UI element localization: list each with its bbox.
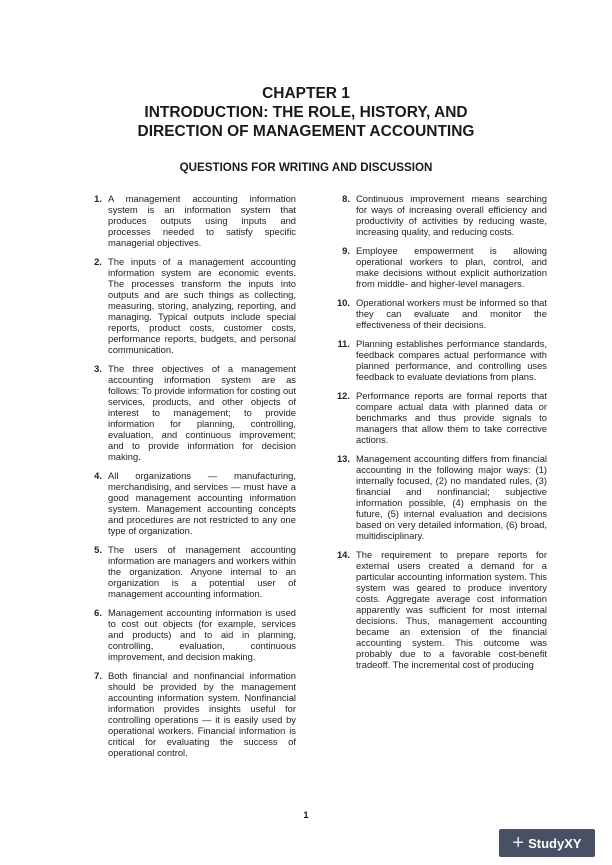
plus-icon: + xyxy=(512,832,525,854)
left-column xyxy=(82,193,296,758)
question-item xyxy=(82,193,296,248)
chapter-number: CHAPTER 1 xyxy=(262,85,350,102)
question-item xyxy=(330,390,547,445)
question-text: A management accounting information system is an information system that produces outputs using inputs and processes needed to satisfy specific managerial objectives. xyxy=(108,193,296,248)
question-text: The requirement to prepare reports for external users created a demand for a particular accounting information system. This system was geared to produce inventory costs. Aggregate average cost information apparently was sufficient for most internal decisions. Thus, management accounting became an extension of the financial accounting system. This outcome was probably due to a favorable cost-benefit tradeoff. The incremental cost of producing xyxy=(356,549,547,670)
question-item xyxy=(82,470,296,536)
question-text: Operational workers must be informed so that they can evaluate and monitor the effectiveness of their decisions. xyxy=(356,297,547,330)
question-number: 6. xyxy=(94,607,102,618)
question-item xyxy=(82,607,296,662)
question-item xyxy=(82,670,296,758)
question-text: Both financial and nonfinancial information should be provided by the management accounting information system. Nonfinancial information provides insights useful for controlling operations — it is easily used by operational workers. Financial information is critical for evaluating the success of operational control. xyxy=(108,670,296,758)
question-number: 13. xyxy=(336,453,350,464)
question-item xyxy=(82,363,296,462)
question-text: Employee empowerment is allowing operational workers to plan, control, and make decisions without explicit authorization from middle- and higher-level managers. xyxy=(356,245,547,289)
question-text: Planning establishes performance standards, feedback compares actual performance with planned performance, and controlling uses feedback to evaluate deviations from plans. xyxy=(356,338,547,382)
question-text: Continuous improvement means searching for ways of increasing overall efficiency and productivity of activities by reducing waste, increasing quality, and reducing costs. xyxy=(356,193,547,237)
chapter-title-line-1: INTRODUCTION: THE ROLE, HISTORY, AND xyxy=(144,104,468,121)
question-text: Management accounting information is used to cost out objects (for example, services and products) and to aid in planning, controlling, evaluation, continuous improvement, and decision making. xyxy=(108,607,296,662)
question-item xyxy=(330,245,547,289)
question-item xyxy=(330,297,547,330)
question-item xyxy=(82,544,296,599)
question-text: All organizations — manufacturing, merchandising, and services — must have a good management accounting information system. Management accounting concepts and procedures are not restricted to any one type of organization. xyxy=(108,470,296,536)
section-title: QUESTIONS FOR WRITING AND DISCUSSION xyxy=(179,161,433,174)
question-number: 1. xyxy=(94,193,102,204)
question-text: The three objectives of a management accounting information system are as follows: To provide information for costing out services, products, and other objects of interest to management; to provide information for planning, controlling, evaluation, and continuous improvement; and to provide information for decision making. xyxy=(108,363,296,462)
question-text: The inputs of a management accounting information system are economic events. The processes transform the inputs into outputs and are such things as collecting, measuring, storing, analyzing, reporting, and managing. Typical outputs include special reports, product costs, customer costs, performance reports, budgets, and personal communication. xyxy=(108,256,296,355)
chapter-title-line-2: DIRECTION OF MANAGEMENT ACCOUNTING xyxy=(137,123,475,140)
question-item xyxy=(330,453,547,541)
question-item xyxy=(330,549,547,670)
question-number: 9. xyxy=(342,245,350,256)
question-number: 4. xyxy=(94,470,102,481)
question-text: The users of management accounting information are managers and workers within the organization. Anyone internal to an organization is a potential user of management accounting information. xyxy=(108,544,296,599)
question-text: Performance reports are formal reports that compare actual data with planned data or benchmarks and thus provide signals to managers that allow them to take corrective actions. xyxy=(356,390,547,445)
question-number: 8. xyxy=(342,193,350,204)
logo-text: StudyXY xyxy=(528,835,582,851)
question-item xyxy=(82,256,296,355)
studyxy-logo[interactable] xyxy=(499,829,595,857)
question-item xyxy=(330,338,547,382)
right-column xyxy=(330,193,547,670)
question-number: 10. xyxy=(336,297,350,308)
question-number: 12. xyxy=(336,390,350,401)
question-number: 14. xyxy=(336,549,350,560)
question-number: 7. xyxy=(94,670,102,681)
page-number: 1 xyxy=(303,809,309,820)
question-text: Management accounting differs from financial accounting in the following major ways: (1) internally focused, (2) no mandated rules, (3) financial and nonfinancial; subjective information possible, (4) emphasis on the future, (5) internal evaluation and decisions based on very detailed information, (6) broad, multidisciplinary. xyxy=(356,453,547,541)
question-number: 3. xyxy=(94,363,102,374)
question-item xyxy=(330,193,547,237)
question-number: 11. xyxy=(337,338,350,349)
question-number: 5. xyxy=(94,544,102,555)
question-number: 2. xyxy=(94,256,102,267)
